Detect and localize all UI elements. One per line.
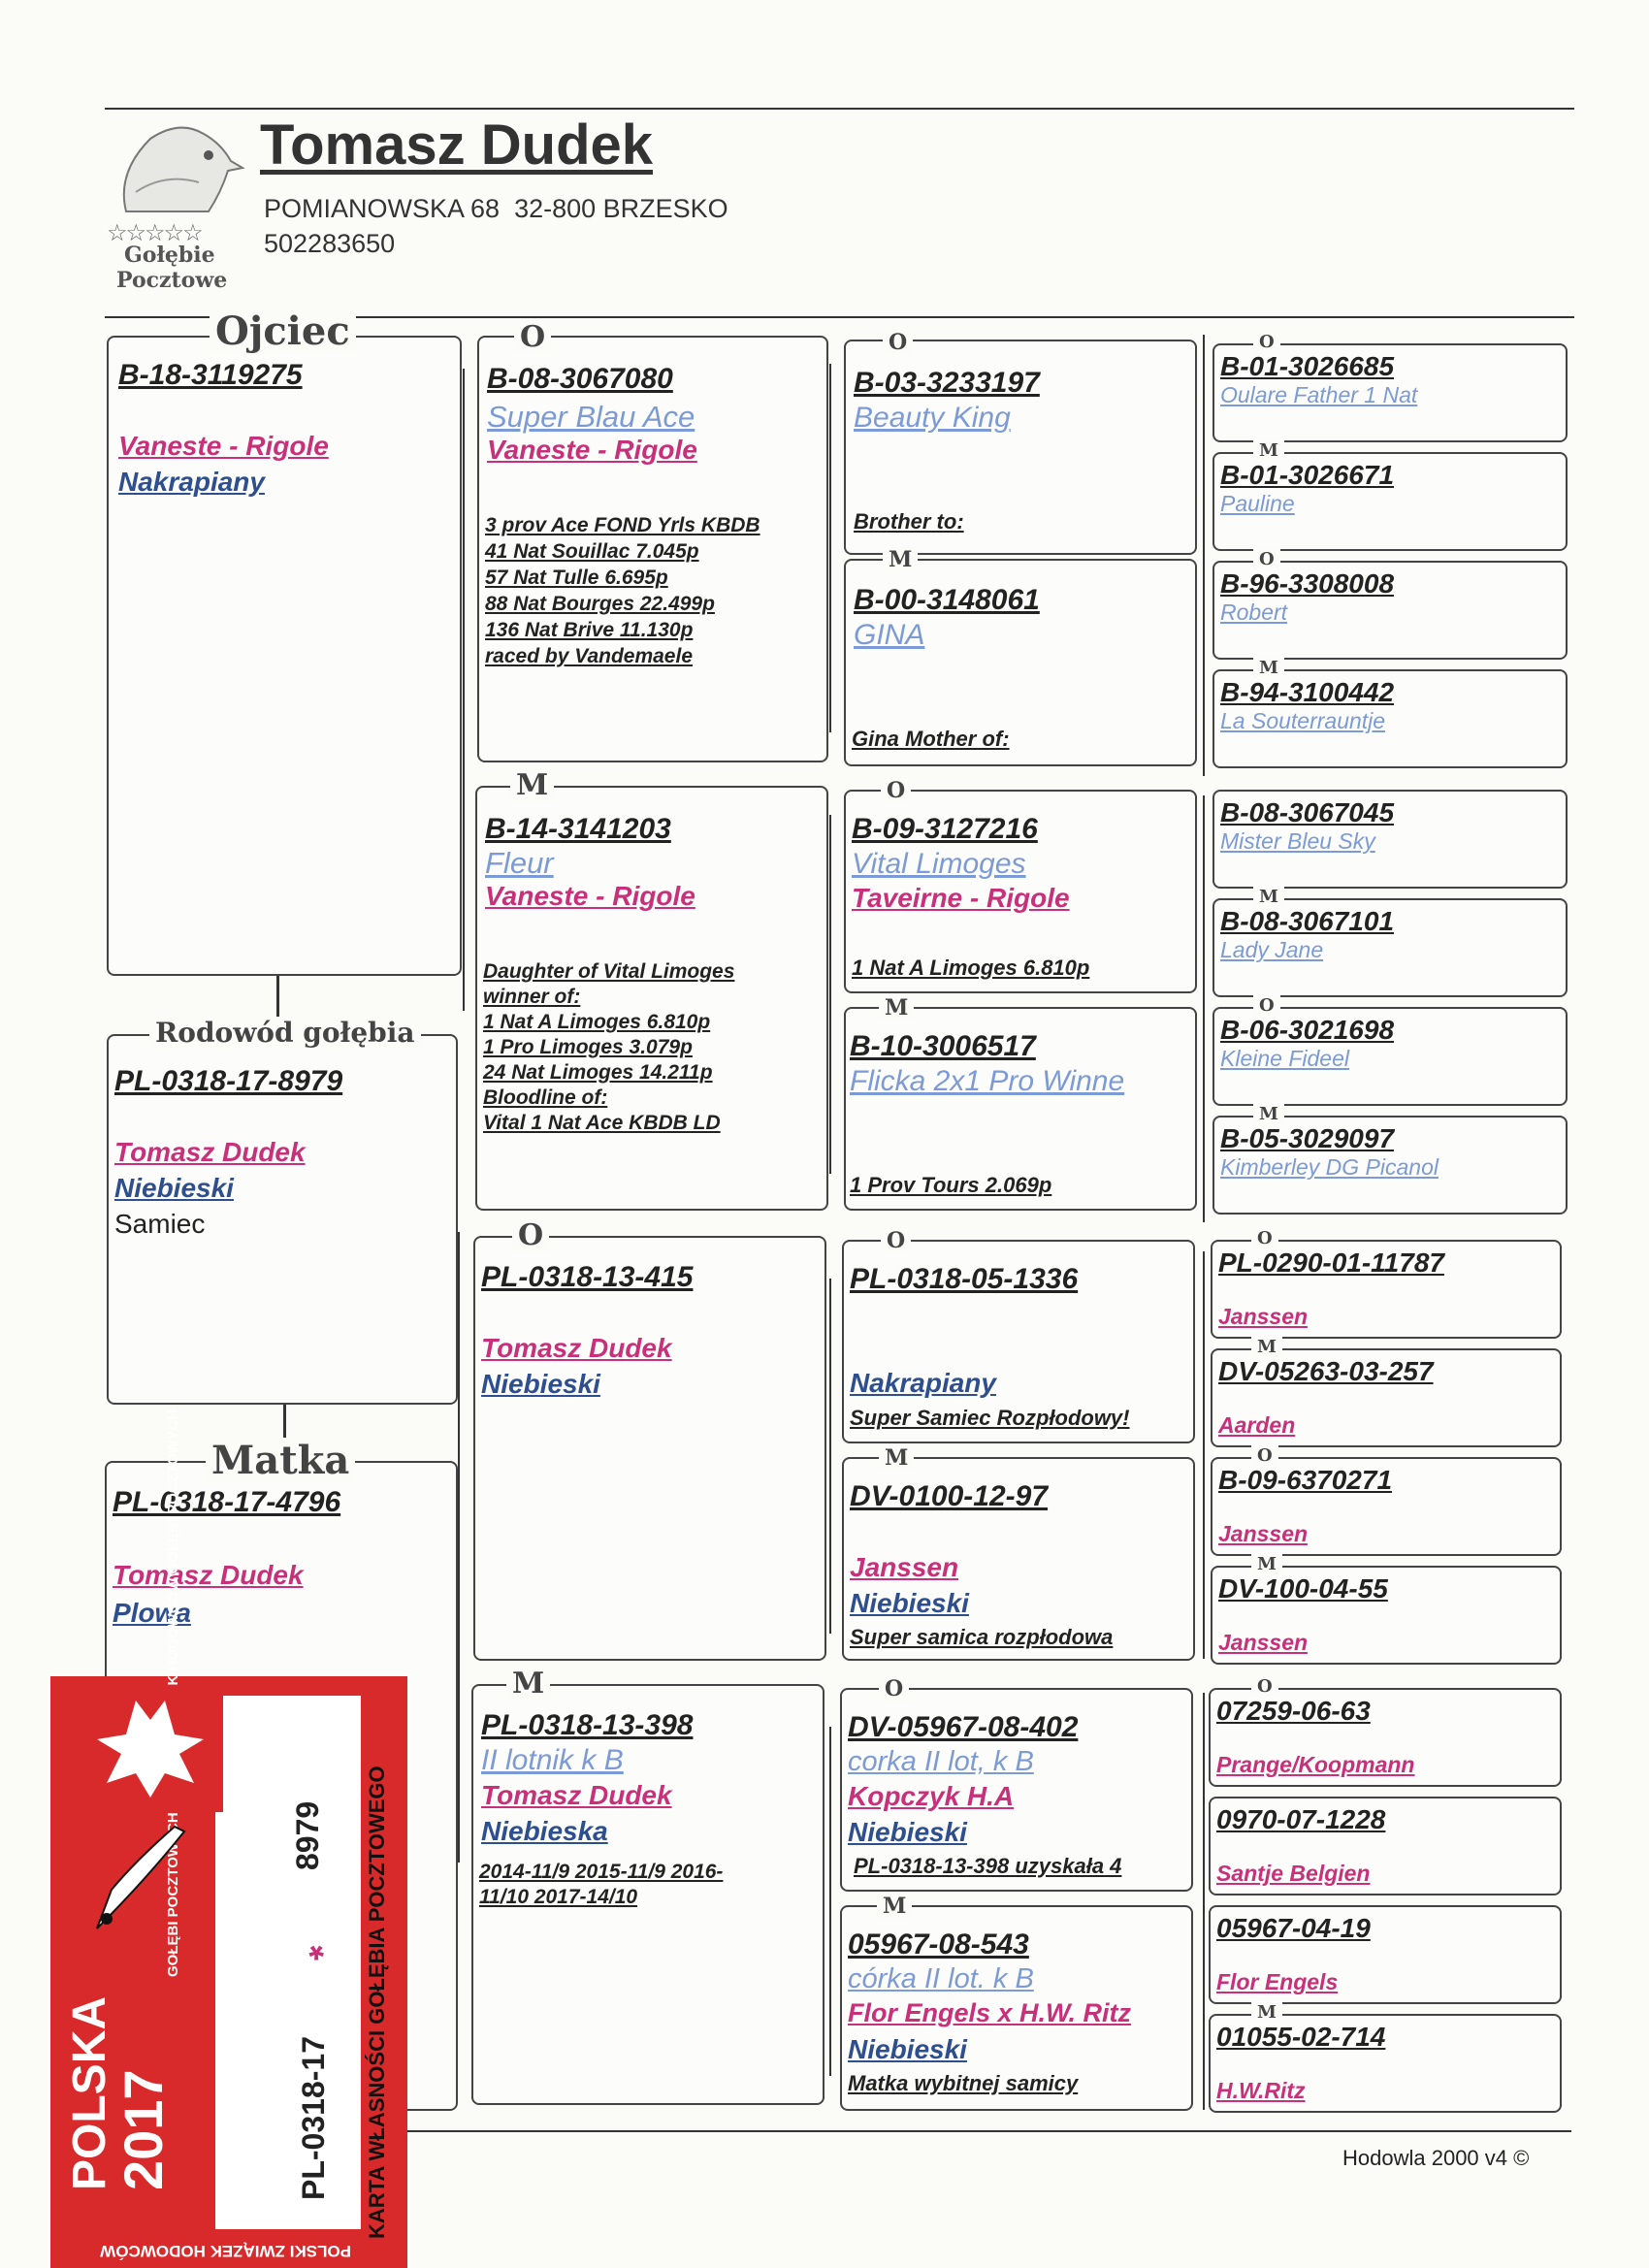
g4-label-6: M (1253, 887, 1284, 907)
mm-breeder: Tomasz Dudek (481, 1780, 672, 1810)
footer-credit: Hodowla 2000 v4 © (1342, 2146, 1530, 2170)
g4-breeder-9: Janssen (1218, 1304, 1309, 1329)
mm-label: M (506, 1667, 550, 1701)
fm-note-6: Bloodline of: (483, 1086, 608, 1109)
g3-extra-1: Brother to: (854, 509, 964, 534)
g3-name-8: córka II lot. k B (848, 1963, 1034, 1994)
owner-address: POMIANOWSKA 68 32-800 BRZESKO (264, 194, 728, 223)
g3-extra-3: 1 Nat A Limoges 6.810p (852, 956, 1090, 980)
g4-name-8: Kimberley DG Picanol (1220, 1154, 1439, 1180)
g3-color-8: Niebieski (848, 2034, 967, 2064)
g4-ring-16: 01055-02-714 (1216, 2022, 1386, 2052)
mf-label: O (512, 1218, 549, 1252)
g3-ring-2: B-00-3148061 (854, 584, 1040, 616)
pigeon-head-icon (107, 114, 252, 221)
card-number: 8979 (290, 1800, 325, 1870)
card-star: * (308, 1925, 324, 1967)
mf-ring: PL-0318-13-415 (481, 1261, 694, 1293)
connector-father-parents (463, 369, 465, 1011)
connector-g3-a (1203, 335, 1205, 776)
g3-breeder-6: Janssen (850, 1552, 959, 1582)
ff-name: Super Blau Ace (487, 400, 695, 434)
g3-extra-8: Matka wybitnej samicy (848, 2071, 1079, 2095)
card-top-text: POLSKI ZWIĄZEK HODOWCÓW (100, 2242, 351, 2260)
g3-breeder-3: Taveirne - Rigole (852, 883, 1070, 913)
card-year: 2017 (113, 2069, 174, 2190)
ff-breeder: Vaneste - Rigole (487, 435, 697, 465)
g4-label-11: O (1251, 1445, 1278, 1466)
g4-label-1: O (1253, 332, 1280, 352)
fm-note-2: winner of: (483, 986, 581, 1008)
fm-note-5: 24 Nat Limoges 14.211p (483, 1061, 713, 1084)
fm-note-3: 1 Nat A Limoges 6.810p (483, 1011, 711, 1033)
fm-breeder: Vaneste - Rigole (485, 881, 695, 911)
footer-rule (407, 2130, 1571, 2132)
owner-phone: 502283650 (264, 229, 396, 258)
bird-ring: PL-0318-17-8979 (114, 1065, 343, 1097)
g4-name-6: Lady Jane (1220, 937, 1324, 962)
g4-name-3: Robert (1220, 599, 1288, 625)
mf-box (473, 1236, 826, 1661)
card-ring: PL-0318-17 (296, 2036, 331, 2200)
g4-ring-4: B-94-3100442 (1220, 677, 1395, 707)
mm-ring: PL-0318-13-398 (481, 1709, 694, 1741)
g4-ring-11: B-09-6370271 (1218, 1465, 1393, 1495)
g4-label-9: O (1251, 1228, 1278, 1248)
logo-text-1: Gołębie (124, 243, 215, 268)
g4-ring-7: B-06-3021698 (1220, 1015, 1395, 1045)
ff-note-2: 41 Nat Souillac 7.045p (485, 540, 699, 563)
fm-ring: B-14-3141203 (485, 813, 671, 845)
g3-label-7: O (879, 1676, 909, 1701)
g4-name-7: Kleine Fideel (1220, 1046, 1349, 1071)
father-breeder: Vaneste - Rigole (118, 431, 329, 461)
g3-label-1: O (883, 330, 913, 355)
mf-color: Niebieski (481, 1369, 600, 1399)
g4-label-13: O (1251, 1676, 1278, 1697)
g4-ring-12: DV-100-04-55 (1218, 1573, 1388, 1604)
g4-ring-15: 05967-04-19 (1216, 1913, 1371, 1943)
connector-g2-fm (829, 815, 831, 1174)
logo-text-2: Pocztowe (116, 268, 228, 293)
g3-label-3: O (881, 778, 911, 803)
g3-label-2: M (883, 547, 918, 572)
top-rule (105, 108, 1574, 110)
g3-breeder-8: Flor Engels x H.W. Ritz (848, 1998, 1132, 2027)
g3-label-6: M (879, 1445, 914, 1471)
father-label: Ojciec (210, 308, 356, 354)
mother-color: Plowa (113, 1598, 191, 1628)
g4-ring-1: B-01-3026685 (1220, 351, 1395, 381)
g3-ring-7: DV-05967-08-402 (848, 1711, 1079, 1743)
connector-g3-b (1203, 795, 1205, 1222)
logo-stars: ☆☆☆☆☆ (107, 220, 202, 246)
g3-ring-8: 05967-08-543 (848, 1928, 1029, 1960)
connector-g2-mm (829, 1727, 831, 2076)
g4-ring-2: B-01-3026671 (1220, 460, 1395, 490)
card-country: POLSKA (64, 1995, 115, 2190)
bird-sex: Samiec (114, 1209, 206, 1239)
connector-g3-d (1203, 1693, 1205, 2110)
mf-breeder: Tomasz Dudek (481, 1333, 672, 1363)
g4-label-4: M (1253, 658, 1284, 678)
g4-breeder-10: Aarden (1218, 1412, 1296, 1438)
g3-label-5: O (881, 1228, 911, 1253)
g3-name-7: corka II lot, k B (848, 1746, 1034, 1777)
g4-name-1: Oulare Father 1 Nat (1220, 382, 1418, 407)
fm-note-7: Vital 1 Nat Ace KBDB LD (483, 1112, 721, 1134)
g3-ring-3: B-09-3127216 (852, 813, 1038, 845)
g4-label-10: M (1251, 1337, 1282, 1357)
g4-breeder-13: Prange/Koopmann (1216, 1752, 1415, 1777)
ff-note-3: 57 Nat Tulle 6.695p (485, 567, 668, 589)
mm-note-1: 2014-11/9 2015-11/9 2016- (479, 1861, 724, 1883)
g3-ring-1: B-03-3233197 (854, 367, 1040, 399)
ff-note-4: 88 Nat Bourges 22.499p (485, 593, 715, 615)
g4-name-4: La Souterrauntje (1220, 708, 1386, 733)
ff-note-1: 3 prov Ace FOND Yrls KBDB (485, 514, 760, 536)
owner-name: Tomasz Dudek (260, 113, 654, 177)
g3-ring-5: PL-0318-05-1336 (850, 1263, 1079, 1295)
g4-label-2: M (1253, 440, 1284, 461)
fm-note-4: 1 Pro Limoges 3.079p (483, 1036, 693, 1058)
father-color: Nakrapiany (118, 467, 265, 497)
ff-note-6: raced by Vandemaele (485, 645, 693, 667)
g3-label-8: M (877, 1894, 912, 1919)
g4-ring-14: 0970-07-1228 (1216, 1804, 1386, 1834)
g3-extra-5: Super Samiec Rozpłodowy! (850, 1406, 1130, 1430)
g3-color-7: Niebieski (848, 1817, 967, 1847)
g3-name-4: Flicka 2x1 Pro Winne (850, 1065, 1125, 1097)
connector-g2-ff (829, 364, 831, 732)
g4-breeder-15: Flor Engels (1216, 1969, 1339, 1994)
bird-label: Rodowód gołębia (149, 1017, 421, 1049)
g4-breeder-14: Santje Belgien (1216, 1861, 1371, 1886)
g3-color-5: Nakrapiany (850, 1368, 996, 1398)
ff-label: O (514, 320, 551, 354)
g3-extra-7: PL-0318-13-398 uzyskała 4 (854, 1854, 1122, 1878)
polish-eagle-icon (78, 1686, 223, 1812)
g3-ring-6: DV-0100-12-97 (850, 1480, 1049, 1512)
ff-note-5: 136 Nat Brive 11.130p (485, 619, 694, 641)
card-title: KARTA WŁASNOŚCI GOŁĘBIA POCZTOWEGO (365, 1766, 389, 2239)
ownership-card (50, 1676, 407, 2268)
fm-note-1: Daughter of Vital Limoges (483, 960, 735, 983)
g3-ring-4: B-10-3006517 (850, 1030, 1036, 1062)
g4-label-3: O (1253, 549, 1280, 569)
g3-name-1: Beauty King (854, 402, 1011, 434)
mother-label: Matka (206, 1438, 355, 1483)
bird-breeder: Tomasz Dudek (114, 1137, 306, 1167)
bird-color: Niebieski (114, 1173, 234, 1203)
connector-g3-c (1203, 1251, 1205, 1659)
g4-ring-6: B-08-3067101 (1220, 906, 1395, 936)
g3-name-3: Vital Limoges (852, 848, 1026, 880)
g3-label-4: M (879, 995, 914, 1021)
connector-g2-mf (829, 1279, 831, 1634)
g4-label-16: M (1251, 2002, 1282, 2023)
fm-name: Fleur (485, 846, 554, 880)
g4-label-12: M (1251, 1554, 1282, 1574)
g4-ring-9: PL-0290-01-11787 (1218, 1247, 1444, 1278)
father-ring: B-18-3119275 (118, 359, 303, 391)
g4-ring-8: B-05-3029097 (1220, 1123, 1395, 1153)
mother-ring: PL-0318-17-4796 (113, 1486, 341, 1518)
mm-note-2: 11/10 2017-14/10 (479, 1886, 638, 1908)
connector-mother-parents (458, 1232, 460, 1863)
g3-extra-2: Gina Mother of: (852, 727, 1010, 751)
g4-ring-13: 07259-06-63 (1216, 1696, 1371, 1726)
g3-extra-6: Super samica rozpłodowa (850, 1625, 1114, 1649)
mm-name: II lotnik k B (481, 1744, 624, 1776)
g4-label-8: M (1253, 1104, 1284, 1124)
fm-label: M (510, 768, 554, 802)
pigeon-logo (107, 114, 252, 299)
g3-name-2: GINA (854, 619, 925, 651)
g4-name-5: Mister Bleu Sky (1220, 828, 1375, 854)
g4-breeder-16: H.W.Ritz (1216, 2078, 1306, 2103)
g4-breeder-12: Janssen (1218, 1630, 1309, 1655)
g4-ring-3: B-96-3308008 (1220, 568, 1395, 599)
mm-color: Niebieska (481, 1816, 608, 1846)
g4-ring-10: DV-05263-03-257 (1218, 1356, 1434, 1386)
mother-breeder: Tomasz Dudek (113, 1560, 304, 1590)
g4-ring-5: B-08-3067045 (1220, 797, 1395, 827)
g3-extra-4: 1 Prov Tours 2.069p (850, 1173, 1052, 1197)
ff-ring: B-08-3067080 (487, 363, 673, 395)
pigeon-flying-icon (78, 1812, 204, 1948)
g3-color-6: Niebieski (850, 1588, 969, 1618)
g4-breeder-11: Janssen (1218, 1521, 1309, 1546)
g4-label-7: O (1253, 995, 1280, 1016)
g3-breeder-7: Kopczyk H.A (848, 1781, 1015, 1811)
g4-name-2: Pauline (1220, 491, 1295, 516)
card-white-panel (215, 1696, 361, 2229)
